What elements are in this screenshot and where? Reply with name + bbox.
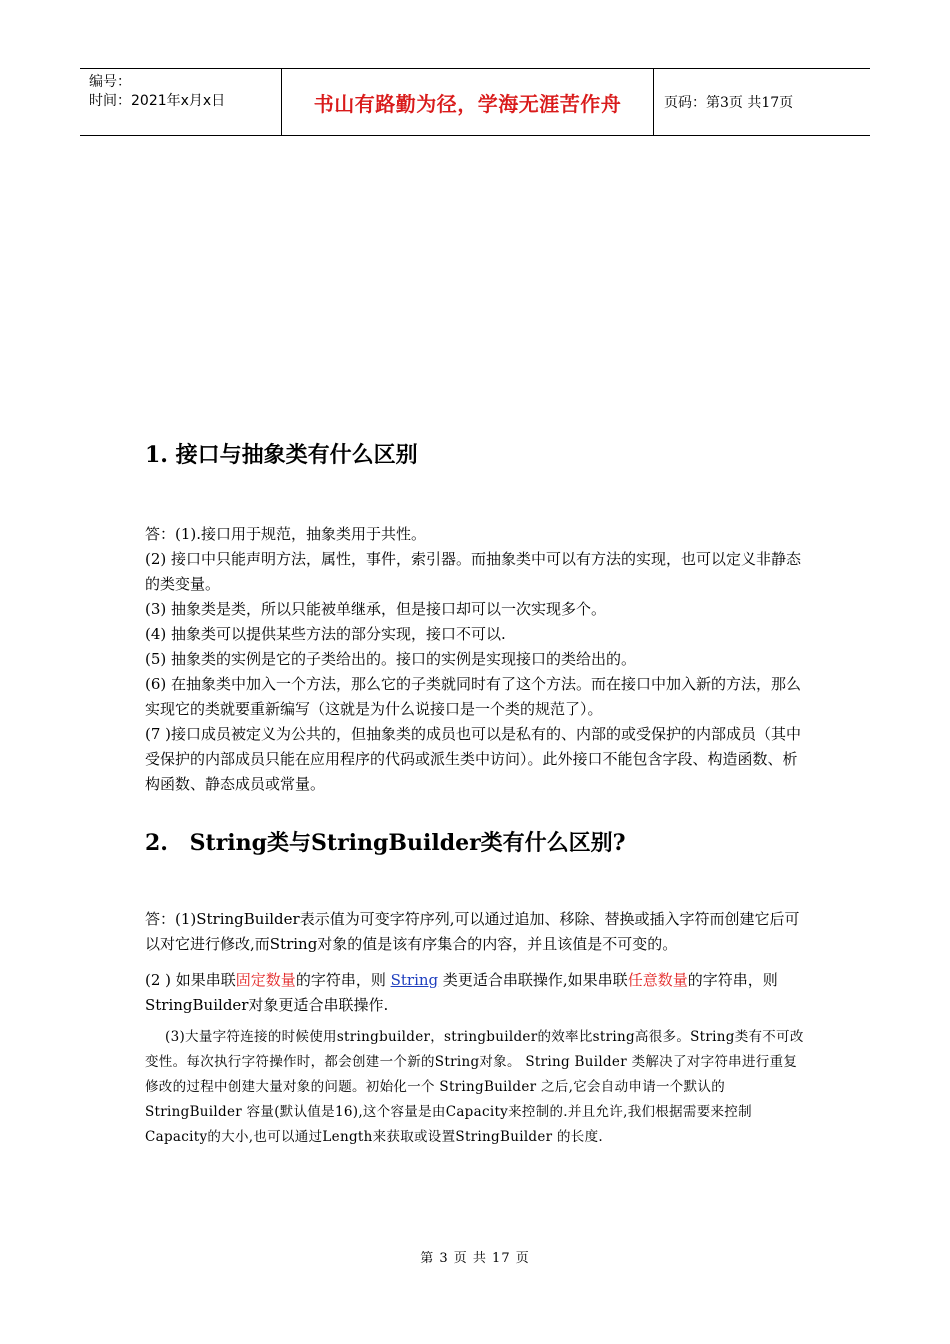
section-2-point-1: 答：(1)StringBuilder表示值为可变字符序列,可以通过追加、移除、替换或插入字符而创建它后可以对它进行修改,而String对象的值是该有序集合的内容，并且该值是不可变的。 [145,910,800,953]
section-1-number: 1. [145,442,168,468]
answer-point-1: 答：(1).接口用于规范，抽象类用于共性。 [145,525,427,543]
header-meta [80,69,282,135]
page-footer: 第 3 页 共 17 页 [420,1251,530,1266]
header-number-label: 编号： [89,74,131,90]
section-2-heading [145,826,626,857]
p2-text-a: (2 ) 如果串联 [145,971,236,989]
header-date: 时间：2021年x月x日 [89,93,226,109]
page-header [80,68,870,136]
p2-text-b: 的字符串，则 [295,971,391,989]
section-1-heading [145,438,418,469]
section-2-point-3: (3)大量字符连接的时候使用stringbuilder，stringbuilder的效率比string高很多。String类有不可改变性。每次执行字符操作时，都会创建一个新的String对象。 String Builder 类解决了对字符串进行重复修改的过程中创建大量对象的问题。初始化一个 StringBuilder 之后,它会自动申请一个默认的StringBuilder 容量(默认值是16),这个容量是由Capacity来控制的.并且允许,我们根据需要来控制Capacity的大小,也可以通过Length来获取或设置StringBuilder 的长度. [145,1029,804,1145]
answer-point-6: (6) 在抽象类中加入一个方法，那么它的子类就同时有了这个方法。而在接口中加入新的方法，那么实现它的类就要重新编写（这就是为什么说接口是一个类的规范了）。 [145,675,802,718]
answer-point-7: (7 )接口成员被定义为公共的，但抽象类的成员也可以是私有的、内部的或受保护的内部成员（其中受保护的内部成员只能在应用程序的代码或派生类中访问）。此外接口不能包含字段、构造函数、析构函数、静态成员或常量。 [145,725,802,793]
p2-highlight-arbitrary: 任意数量 [627,971,688,989]
p2-text-c: 类更适合串联操作,如果串联 [438,971,628,989]
answer-point-2: (2) 接口中只能声明方法，属性，事件，索引器。而抽象类中可以有方法的实现，也可以定义非静态的类变量。 [145,550,802,593]
string-link[interactable]: String [390,971,439,989]
answer-point-5: (5) 抽象类的实例是它的子类给出的。接口的实例是实现接口的类给出的。 [145,650,637,668]
header-page-info: 页码：第3页 共17页 [664,95,794,111]
section-2-number: 2. [145,830,168,856]
header-motto: 书山有路勤为径，学海无涯苦作舟 [282,69,654,135]
p2-text-d: 的字符串，则 StringBuilder对象更适合串联操作. [145,971,778,1014]
section-2-point-2 [145,968,810,1018]
section-1-body [145,522,810,797]
answer-point-4: (4) 抽象类可以提供某些方法的部分实现，接口不可以. [145,625,506,643]
answer-point-3: (3) 抽象类是类，所以只能被单继承，但是接口却可以一次实现多个。 [145,600,607,618]
section-2-title: String类与StringBuilder类有什么区别? [189,830,626,856]
p2-highlight-fixed: 固定数量 [235,971,296,989]
section-1-title: 接口与抽象类有什么区别 [175,442,418,468]
